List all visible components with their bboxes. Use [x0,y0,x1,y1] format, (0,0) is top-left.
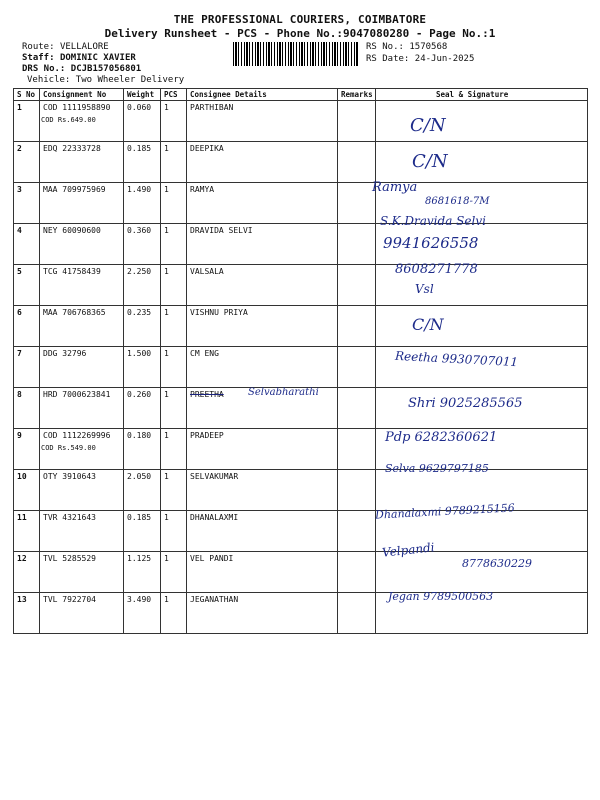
cell-weight [124,429,161,470]
table-row [14,593,588,634]
barcode [233,42,358,66]
cell-consignee-text: RAMYA [190,185,215,194]
col-header-weight: Weight [124,89,161,101]
cell-remarks [338,224,376,265]
cell-consignment [40,306,124,347]
cell-consignee-text: DHANALAXMI [190,513,239,522]
signature-10: Selva 9629797185 [385,462,489,475]
cell-weight [124,142,161,183]
rs-no-value: 1570568 [409,42,448,52]
vehicle-value: Two Wheeler Delivery [75,75,185,85]
cell-consignment-text: TVL 7922704 [43,595,96,604]
cell-pcs-text: 1 [164,390,169,399]
cell-consignment [40,552,124,593]
signature-5a: 8608271778 [395,262,478,277]
cell-pcs [161,265,187,306]
cell-sno [14,593,40,634]
cell-remarks [338,593,376,634]
cell-weight-text: 0.060 [127,103,152,112]
signature-12b: 8778630229 [462,557,532,570]
cell-sno-text: 6 [17,308,22,317]
cell-remarks [338,552,376,593]
col-header-consignment: Consignment No [40,89,124,101]
cell-consignee-text: DRAVIDA SELVI [190,226,253,235]
cell-sno [14,224,40,265]
col-header-remarks: Remarks [338,89,376,101]
cell-weight [124,511,161,552]
cell-pcs [161,511,187,552]
col-header-consignee: Consignee Details [187,89,338,101]
cell-remarks [338,183,376,224]
cell-consignee-text: VALSALA [190,267,224,276]
cell-consignment [40,470,124,511]
cell-sno-text: 11 [17,513,27,522]
cell-consignment [40,347,124,388]
route-value: VELLALORE [59,42,109,52]
rs-date-line [366,54,474,64]
cell-consignee [187,183,338,224]
table-header-row [14,89,588,101]
cell-consignee-text: CM ENG [190,349,219,358]
table-row [14,183,588,224]
cell-weight-text: 0.185 [127,144,152,153]
cell-consignee [187,265,338,306]
cell-consignment-text: DDG 32796 [43,349,87,358]
signature-9: Pdp 6282360621 [385,430,498,445]
cell-sno [14,347,40,388]
drs-line [22,64,141,74]
cell-weight-text: 2.050 [127,472,152,481]
cell-consignee-text: VISHNU PRIYA [190,308,248,317]
cell-consignment [40,183,124,224]
cell-consignee-text: PREETHA [190,390,224,399]
cell-consignment [40,429,124,470]
cell-remarks [338,306,376,347]
cell-consignee [187,101,338,142]
cell-pcs-text: 1 [164,431,169,440]
drs-label: DRS No.: [22,64,66,74]
cod-amount: COD Rs.649.00 [41,116,96,124]
cell-sno-text: 1 [17,103,22,112]
cell-consignment [40,265,124,306]
cell-weight [124,101,161,142]
signature-12a: Velpandi [381,540,436,560]
cell-sno [14,142,40,183]
signature-4a: S.K.Dravida Selvi [380,214,486,228]
cell-consignee [187,552,338,593]
cell-consignee [187,224,338,265]
cell-pcs-text: 1 [164,226,169,235]
signature-5b: Vsl [415,282,434,296]
cell-consignment [40,224,124,265]
signature-1: C/N [410,115,446,136]
document-subtitle: Delivery Runsheet - PCS - Phone No.:9047080280 - Page No.:1 [104,27,496,40]
cell-consignment-text: TVR 4321643 [43,513,96,522]
cell-sno [14,470,40,511]
cell-pcs [161,183,187,224]
cell-pcs [161,306,187,347]
cell-sno-text: 7 [17,349,22,358]
cell-pcs-text: 1 [164,554,169,563]
cell-sno [14,388,40,429]
cell-remarks [338,470,376,511]
cell-consignment-text: COD 1111958890 [43,103,111,112]
cell-consignee [187,470,338,511]
document-title: THE PROFESSIONAL COURIERS, COIMBATORE [173,13,427,26]
cell-pcs-text: 1 [164,308,169,317]
cell-weight-text: 1.500 [127,349,152,358]
cell-consignment-text: MAA 706768365 [43,308,106,317]
signature-11: Dhanalaxmi 9789215156 [374,501,516,522]
cell-pcs-text: 1 [164,267,169,276]
cell-consignment [40,388,124,429]
cell-pcs [161,142,187,183]
cod-amount: COD Rs.549.00 [41,444,96,452]
staff-label: Staff: [22,53,55,63]
cell-signature [376,142,588,183]
cell-sno-text: 9 [17,431,22,440]
cell-consignment-text: EDQ 22333728 [43,144,101,153]
cell-pcs-text: 1 [164,349,169,358]
cell-remarks [338,347,376,388]
cell-sno-text: 8 [17,390,22,399]
signature-4b: 9941626558 [383,234,479,252]
cell-sno [14,306,40,347]
col-header-sno: S No [14,89,40,101]
cell-consignee-text: VEL PANDI [190,554,234,563]
cell-remarks [338,101,376,142]
cell-weight [124,183,161,224]
cell-pcs-text: 1 [164,144,169,153]
cell-weight [124,347,161,388]
signature-6: C/N [412,315,444,334]
staff-value: DOMINIC XAVIER [59,53,136,63]
cell-weight [124,593,161,634]
cell-sno [14,511,40,552]
table-row [14,511,588,552]
cell-remarks [338,511,376,552]
signature-13: Jegan 9789500563 [388,590,494,603]
cell-consignee [187,593,338,634]
col-header-signature: Seal & Signature [376,89,588,101]
cell-pcs [161,388,187,429]
cell-pcs [161,593,187,634]
signature-3b: 8681618-7M [425,196,490,207]
cell-weight-text: 0.180 [127,431,152,440]
cell-sno-text: 13 [17,595,27,604]
cell-pcs [161,347,187,388]
cell-sno [14,101,40,142]
cell-sno [14,265,40,306]
cell-pcs [161,224,187,265]
cell-weight-text: 1.490 [127,185,152,194]
cell-consignee [187,429,338,470]
cell-consignee-text: PARTHIBAN [190,103,234,112]
table-row [14,306,588,347]
table-row [14,142,588,183]
cell-consignee-text: PRADEEP [190,431,224,440]
cell-weight-text: 0.360 [127,226,152,235]
cell-weight-text: 0.260 [127,390,152,399]
vehicle-line [27,75,184,85]
col-header-pcs: PCS [161,89,187,101]
cell-weight [124,306,161,347]
cell-remarks [338,388,376,429]
cell-pcs [161,552,187,593]
cell-consignment-text: COD 1112269996 [43,431,111,440]
cell-weight-text: 0.235 [127,308,152,317]
cell-consignee [187,142,338,183]
cell-consignment-text: TCG 41758439 [43,267,101,276]
cell-remarks [338,265,376,306]
cell-signature [376,306,588,347]
cell-pcs-text: 1 [164,185,169,194]
cell-weight [124,224,161,265]
cell-consignment [40,511,124,552]
cell-consignment [40,101,124,142]
cell-sno-text: 5 [17,267,22,276]
cell-consignment-text: HRD 7000623841 [43,390,111,399]
signature-2: C/N [412,151,448,172]
cell-consignment [40,593,124,634]
signature-8b: Shri 9025285565 [408,396,523,411]
vehicle-label: Vehicle: [27,75,71,85]
staff-line [22,53,136,63]
cell-consignee [187,347,338,388]
cell-pcs [161,101,187,142]
drs-value: DCJB157056801 [70,64,142,74]
cell-consignment [40,142,124,183]
cell-consignee [187,511,338,552]
cell-consignee-text: JEGANATHAN [190,595,239,604]
rs-date-value: 24-Jun-2025 [414,54,475,64]
rs-no-line [366,42,447,52]
cell-consignee-text: SELVAKUMAR [190,472,239,481]
cell-sno-text: 3 [17,185,22,194]
cell-pcs-text: 1 [164,472,169,481]
cell-weight [124,470,161,511]
cell-pcs-text: 1 [164,595,169,604]
cell-pcs-text: 1 [164,513,169,522]
cell-consignment-text: NEY 60090600 [43,226,101,235]
table-row [14,101,588,142]
signature-7: Reetha 9930707011 [394,348,519,370]
cell-sno [14,429,40,470]
route-label: Route: [22,42,55,52]
table-row [14,224,588,265]
cell-sno [14,552,40,593]
cell-weight [124,552,161,593]
cell-sno-text: 2 [17,144,22,153]
signature-8a: Selvabharathi [248,387,319,398]
cell-remarks [338,429,376,470]
cell-weight [124,265,161,306]
cell-weight [124,388,161,429]
cell-sno [14,183,40,224]
cell-weight-text: 2.250 [127,267,152,276]
cell-pcs [161,470,187,511]
rs-no-label: RS No.: [366,42,404,52]
signature-3a: Ramya [372,180,418,195]
table-row [14,429,588,470]
cell-weight-text: 0.185 [127,513,152,522]
cell-weight-text: 3.490 [127,595,152,604]
table-row [14,265,588,306]
cell-sno-text: 4 [17,226,22,235]
route-line [22,42,109,52]
cell-consignment-text: TVL 5285529 [43,554,96,563]
cell-remarks [338,142,376,183]
rs-date-label: RS Date: [366,54,410,64]
cell-consignment-text: OTY 3910643 [43,472,96,481]
cell-sno-text: 10 [17,472,27,481]
cell-pcs-text: 1 [164,103,169,112]
cell-consignee-text: DEEPIKA [190,144,224,153]
cell-signature [376,101,588,142]
cell-consignee [187,306,338,347]
cell-pcs [161,429,187,470]
cell-weight-text: 1.125 [127,554,152,563]
cell-sno-text: 12 [17,554,27,563]
cell-consignment-text: MAA 709975969 [43,185,106,194]
